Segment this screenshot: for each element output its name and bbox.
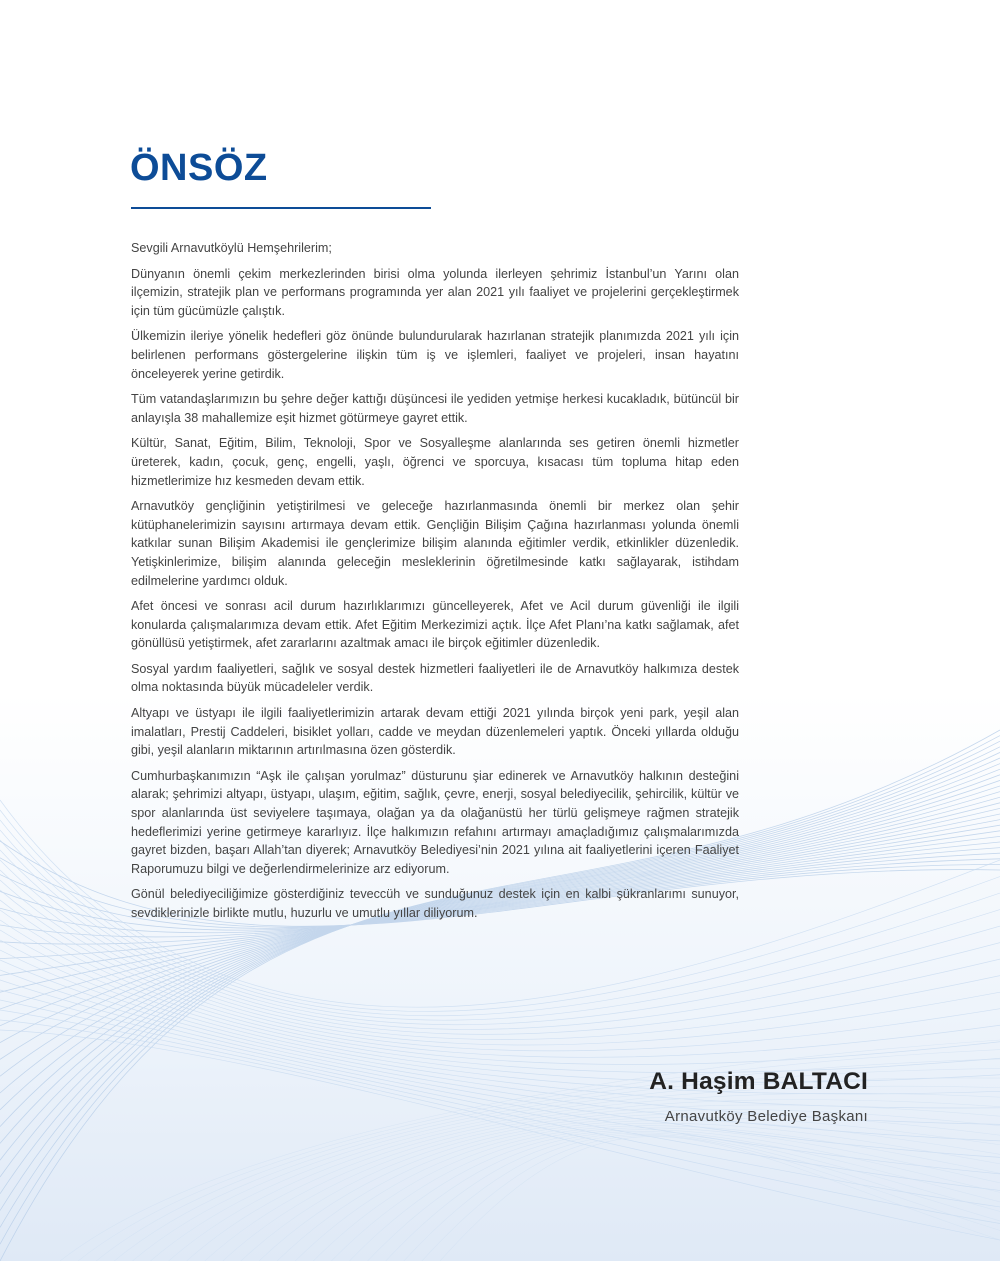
paragraph: Dünyanın önemli çekim merkezlerinden birisi olma yolunda ilerleyen şehrimiz İstanbul’un Yarını olan ilçemizin, stratejik plan ve performans programında yer alan 2021 yılı faaliyet ve projelerini gerçekleştirmek için tüm gücümüzle çalıştık.: [131, 266, 739, 318]
signature-block: [649, 1066, 868, 1127]
title-underline: [131, 207, 431, 209]
paragraph: Arnavutköy gençliğinin yetiştirilmesi ve geleceğe hazırlanmasında önemli bir merkez olan şehir kütüphanelerimizin sayısını artırmaya devam ettik. Gençliğin Bilişim Çağına hazırlanması yolunda önemli katkılar sunan Bilişim Akademisi ile gençlerimize bilişim alanında eğitimler verdik, etkinlikler düzenledik. Yetişkinlerimize, bilişim alanında geleceğin mesleklerinin öğretilmesinde katkı sağlayarak, istihdam edilmelerine yardımcı olduk.: [131, 499, 739, 588]
paragraph: Sosyal yardım faaliyetleri, sağlık ve sosyal destek hizmetleri faaliyetleri ile de Arnavutköy halkımıza destek olma noktasında büyük mücadeleler verdik.: [131, 661, 739, 695]
paragraph: Afet öncesi ve sonrası acil durum hazırlıklarımızı güncelleyerek, Afet ve Acil durum güvenliği ile ilgili konularda çalışmalarımıza devam ettik. Afet Eğitim Merkezimizi açtık. İlçe Afet Planı’na katkı sağlamak, afet gönüllüsü yetiştirmek, afet zararlarını azaltmak amacı ile birçok eğitimler düzenledik.: [131, 599, 739, 651]
paragraph-greeting: Sevgili Arnavutköylü Hemşehrilerim;: [131, 241, 332, 255]
paragraph: Altyapı ve üstyapı ile ilgili faaliyetlerimizin artarak devam ettiği 2021 yılında birçok yeni park, yeşil alan imalatları, Prestij Caddeleri, bisiklet yolları, cadde ve meydan düzenlemeleri yaptık. Önceki yıllarda olduğu gibi, yeşil alanların miktarının artırılmasına özen gösterdik.: [131, 706, 739, 758]
signatory-title: Arnavutköy Belediye Başkanı: [664, 1108, 868, 1125]
paragraph: Ülkemizin ileriye yönelik hedefleri göz önünde bulundurularak hazırlanan stratejik planımızda 2021 yılı için belirlenen performans göstergelerine ilişkin tüm iş ve işlemleri, faaliyet ve projeleri, insan hayatını önceleyerek yerine getirdik.: [131, 329, 739, 381]
page-title: ÖNSÖZ: [130, 147, 268, 189]
paragraph-closing: Gönül belediyeciliğimize gösterdiğiniz teveccüh ve sunduğunuz destek için en kalbi şükranlarımı sunuyor, sevdiklerinizle birlikte mutlu, huzurlu ve umutlu yıllar diliyorum.: [131, 887, 739, 920]
foreword-body: [131, 239, 739, 930]
signatory-name: A. Haşim BALTACI: [649, 1068, 868, 1095]
paragraph: Tüm vatandaşlarımızın bu şehre değer kattığı düşüncesi ile yediden yetmişe herkesi kucakladık, bütüncül bir anlayışla 38 mahallemize eşit hizmet götürmeye gayret ettik.: [131, 392, 739, 425]
paragraph: Kültür, Sanat, Eğitim, Bilim, Teknoloji, Spor ve Sosyalleşme alanlarında ses getiren önemli hizmetler üreterek, kadın, çocuk, genç, engelli, yaşlı, öğrenci ve sporcuya, kısacası tüm topluma hitap eden hizmetlerimize hız kesmeden devam ettik.: [131, 436, 739, 488]
paragraph: Cumhurbaşkanımızın “Aşk ile çalışan yorulmaz” düsturunu şiar edinerek ve Arnavutköy halkının desteğini alarak; şehrimizi altyapı, üstyapı, ulaşım, eğitim, sağlık, çevre, enerji, sosyal belediyecilik, şehircilik, kültür ve spor alanlarında üst seviyelere taşımaya, olağan ya da olağanüstü her türlü gelişmeye rağmen stratejik hedeflerimizi yerine getirmeye kararlıyız. İlçe halkımızın refahını artırmayı amaçladığımız çalışmalarımızda gayret bizden, başarı Allah’tan diyerek; Arnavutköy Belediyesi’nin 2021 yılına ait faaliyetlerini içeren Faaliyet Raporumuzu bilgi ve değerlendirmelerinize arz ediyorum.: [131, 768, 739, 876]
